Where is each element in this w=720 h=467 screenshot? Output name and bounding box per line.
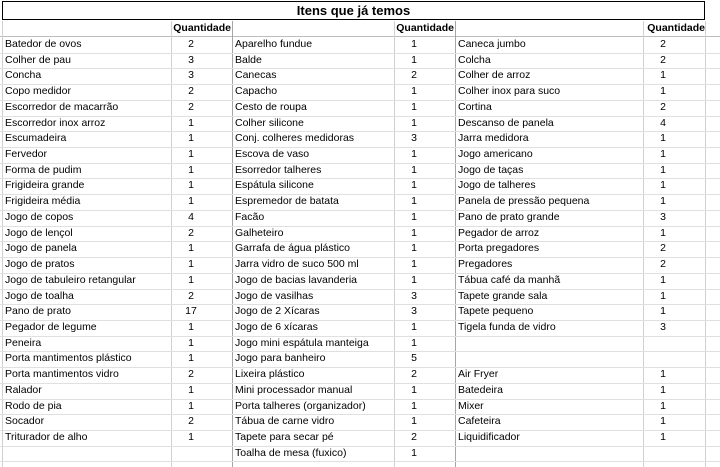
item-name-cell[interactable]: Liquidificador <box>458 430 520 443</box>
item-name-cell[interactable]: Jogo de bacias lavanderia <box>235 273 358 286</box>
item-name-cell[interactable]: Fervedor <box>5 148 48 161</box>
table-row[interactable] <box>455 100 705 116</box>
item-quantity-cell[interactable]: 2 <box>660 258 666 271</box>
item-name-cell[interactable]: Pegador de legume <box>5 320 97 333</box>
table-row[interactable] <box>455 116 705 132</box>
table-row[interactable] <box>455 289 705 305</box>
item-name-cell[interactable]: Espátula silicone <box>235 179 314 192</box>
item-quantity-cell[interactable]: 1 <box>411 226 417 239</box>
table-row[interactable] <box>2 226 232 242</box>
item-name-cell[interactable]: Tigela funda de vidro <box>458 320 556 333</box>
sheet-title[interactable]: Itens que já temos <box>2 1 705 20</box>
row-divider <box>0 194 720 195</box>
item-quantity-cell[interactable]: 1 <box>660 305 666 318</box>
item-name-cell[interactable]: Jogo de toalha <box>5 289 74 302</box>
row-divider <box>0 210 720 211</box>
item-name-cell[interactable]: Jogo de 6 xícaras <box>235 320 318 333</box>
table-row[interactable] <box>2 147 232 163</box>
item-name-cell[interactable]: Escorredor inox arroz <box>5 116 106 129</box>
item-quantity-cell[interactable]: 1 <box>411 399 417 412</box>
item-quantity-cell[interactable]: 1 <box>411 116 417 129</box>
table-row[interactable] <box>2 194 232 210</box>
table-row[interactable] <box>232 210 455 226</box>
table-row[interactable] <box>232 304 455 320</box>
item-quantity-cell[interactable]: 1 <box>411 336 417 349</box>
row-divider <box>0 289 720 290</box>
item-name-cell[interactable]: Porta talheres (organizador) <box>235 399 366 412</box>
item-name-cell[interactable]: Balde <box>235 53 262 66</box>
table-row[interactable] <box>232 383 455 399</box>
table-row[interactable] <box>2 53 232 69</box>
item-name-cell[interactable]: Jogo de pratos <box>5 258 75 271</box>
item-name-cell[interactable]: Conj. colheres medidoras <box>235 132 355 145</box>
item-quantity-cell[interactable]: 1 <box>411 163 417 176</box>
row-divider <box>0 320 720 321</box>
item-name-cell[interactable]: Jarra vidro de suco 500 ml <box>235 258 359 271</box>
item-quantity-cell[interactable]: 1 <box>411 195 417 208</box>
table-row[interactable] <box>232 430 455 446</box>
item-quantity-cell[interactable]: 1 <box>660 289 666 302</box>
item-name-cell[interactable]: Capacho <box>235 85 278 98</box>
item-quantity-cell[interactable]: 1 <box>660 195 666 208</box>
table-row[interactable] <box>232 241 455 257</box>
item-name-cell[interactable]: Pregadores <box>458 258 513 271</box>
item-quantity-cell[interactable]: 1 <box>660 132 666 145</box>
item-quantity-cell[interactable]: 1 <box>411 38 417 50</box>
item-quantity-cell[interactable]: 1 <box>660 69 666 82</box>
item-name-cell[interactable]: Jogo americano <box>458 148 533 161</box>
item-quantity-cell[interactable]: 1 <box>411 179 417 192</box>
item-name-cell[interactable]: Descanso de panela <box>458 116 554 129</box>
table-row[interactable] <box>2 320 232 336</box>
row-divider <box>0 446 720 447</box>
quantity-header-3[interactable]: Quantidade <box>647 22 705 34</box>
item-quantity-cell[interactable]: 1 <box>188 242 194 255</box>
row-divider <box>0 273 720 274</box>
item-name-cell[interactable]: Galheteiro <box>235 226 284 239</box>
item-name-cell[interactable]: Forma de pudim <box>5 163 82 176</box>
item-quantity-cell[interactable]: 1 <box>188 383 194 396</box>
item-name-cell[interactable]: Caneca jumbo <box>458 38 526 50</box>
item-name-cell[interactable]: Jogo de panela <box>5 242 77 255</box>
row-divider <box>0 226 720 227</box>
table-row[interactable] <box>455 147 705 163</box>
item-name-cell[interactable]: Colher inox para suco <box>458 85 561 98</box>
table-row[interactable] <box>2 399 232 415</box>
item-name-cell[interactable]: Triturador de alho <box>5 430 88 443</box>
item-name-cell[interactable]: Colher de arroz <box>458 69 531 82</box>
row-divider <box>0 116 720 117</box>
item-quantity-cell[interactable]: 1 <box>660 430 666 443</box>
table-row[interactable] <box>2 383 232 399</box>
row-divider <box>0 351 720 352</box>
item-quantity-cell[interactable]: 1 <box>188 352 194 365</box>
table-row[interactable] <box>232 68 455 84</box>
table-row[interactable] <box>455 367 705 383</box>
item-name-cell[interactable]: Jogo de lençol <box>5 226 73 239</box>
item-quantity-cell[interactable]: 1 <box>411 383 417 396</box>
item-name-cell[interactable]: Mixer <box>458 399 484 412</box>
row-divider <box>0 84 720 85</box>
table-row[interactable] <box>2 257 232 273</box>
row-divider <box>0 178 720 179</box>
item-quantity-cell[interactable]: 17 <box>185 305 197 318</box>
item-name-cell[interactable]: Lixeira plástico <box>235 368 305 381</box>
table-row[interactable] <box>232 226 455 242</box>
item-name-cell[interactable]: Escova de vaso <box>235 148 310 161</box>
item-name-cell[interactable]: Frigideira grande <box>5 179 85 192</box>
item-quantity-cell[interactable]: 2 <box>188 85 194 98</box>
item-name-cell[interactable]: Jogo de tabuleiro retangular <box>5 273 136 286</box>
item-name-cell[interactable]: Jogo de copos <box>5 210 74 223</box>
item-quantity-cell[interactable]: 1 <box>188 179 194 192</box>
table-row[interactable] <box>455 351 705 367</box>
item-quantity-cell[interactable]: 3 <box>411 132 417 145</box>
item-name-cell[interactable]: Cortina <box>458 100 492 113</box>
table-row[interactable] <box>455 241 705 257</box>
item-quantity-cell[interactable]: 1 <box>188 132 194 145</box>
item-name-cell[interactable]: Colcha <box>458 53 491 66</box>
table-row[interactable] <box>2 210 232 226</box>
item-name-cell[interactable]: Porta mantimentos plástico <box>5 352 132 365</box>
item-quantity-cell[interactable]: 1 <box>660 148 666 161</box>
item-quantity-cell[interactable]: 2 <box>411 368 417 381</box>
table-row[interactable] <box>455 37 705 53</box>
item-quantity-cell[interactable]: 1 <box>411 85 417 98</box>
item-name-cell[interactable]: Jogo de taças <box>458 163 524 176</box>
table-row[interactable] <box>2 351 232 367</box>
item-quantity-cell[interactable]: 2 <box>188 368 194 381</box>
row-divider <box>0 257 720 258</box>
item-quantity-cell[interactable]: 2 <box>188 38 194 50</box>
table-row[interactable] <box>232 336 455 352</box>
quantity-header-2[interactable]: Quantidade <box>396 22 454 34</box>
item-quantity-cell[interactable]: 1 <box>411 258 417 271</box>
item-name-cell[interactable]: Pegador de arroz <box>458 226 540 239</box>
table-row[interactable] <box>455 210 705 226</box>
item-quantity-cell[interactable]: 3 <box>660 210 666 223</box>
item-quantity-cell[interactable]: 2 <box>411 69 417 82</box>
table-row[interactable] <box>2 273 232 289</box>
item-name-cell[interactable]: Ralador <box>5 383 42 396</box>
item-quantity-cell[interactable]: 3 <box>188 69 194 82</box>
item-quantity-cell[interactable]: 1 <box>188 320 194 333</box>
item-quantity-cell[interactable]: 1 <box>188 163 194 176</box>
table-row[interactable] <box>232 131 455 147</box>
item-name-cell[interactable]: Pano de prato <box>5 305 71 318</box>
item-quantity-cell[interactable]: 1 <box>188 430 194 443</box>
item-name-cell[interactable]: Escorredor de macarrão <box>5 100 119 113</box>
item-name-cell[interactable]: Jogo de talheres <box>458 179 536 192</box>
table-row[interactable] <box>455 257 705 273</box>
table-row[interactable] <box>455 399 705 415</box>
item-name-cell[interactable]: Peneira <box>5 336 42 349</box>
item-name-cell[interactable]: Facão <box>235 210 265 223</box>
table-row[interactable] <box>2 84 232 100</box>
row-divider <box>0 163 720 164</box>
item-name-cell[interactable]: Colher silicone <box>235 116 304 129</box>
item-quantity-cell[interactable]: 1 <box>188 399 194 412</box>
item-name-cell[interactable]: Tapete grande sala <box>458 289 548 302</box>
row-divider <box>0 68 720 69</box>
item-quantity-cell[interactable]: 1 <box>660 273 666 286</box>
item-name-cell[interactable]: Jarra medidora <box>458 132 529 145</box>
item-name-cell[interactable]: Tapete pequeno <box>458 305 534 318</box>
item-name-cell[interactable]: Rodo de pia <box>5 399 62 412</box>
row-divider <box>0 399 720 400</box>
item-quantity-cell[interactable]: 4 <box>660 116 666 129</box>
item-name-cell[interactable]: Frigideira média <box>5 195 81 208</box>
item-quantity-cell[interactable]: 2 <box>660 38 666 50</box>
table-row[interactable] <box>232 84 455 100</box>
item-quantity-cell[interactable]: 2 <box>660 100 666 113</box>
item-quantity-cell[interactable]: 1 <box>660 415 666 428</box>
item-quantity-cell[interactable]: 1 <box>411 53 417 66</box>
table-row[interactable] <box>455 273 705 289</box>
item-name-cell[interactable]: Jogo mini espátula manteiga <box>235 336 369 349</box>
item-name-cell[interactable]: Colher de pau <box>5 53 71 66</box>
table-row[interactable] <box>455 53 705 69</box>
table-row[interactable] <box>455 320 705 336</box>
row-divider <box>0 414 720 415</box>
item-quantity-cell[interactable]: 2 <box>188 100 194 113</box>
row-divider <box>0 131 720 132</box>
table-row[interactable] <box>455 383 705 399</box>
item-quantity-cell[interactable]: 1 <box>660 163 666 176</box>
table-row[interactable] <box>2 241 232 257</box>
item-quantity-cell[interactable]: 1 <box>188 273 194 286</box>
item-name-cell[interactable]: Porta mantimentos vidro <box>5 368 119 381</box>
table-row[interactable] <box>232 414 455 430</box>
table-row[interactable] <box>232 194 455 210</box>
item-name-cell[interactable]: Air Fryer <box>458 368 499 381</box>
item-name-cell[interactable]: Jogo de 2 Xícaras <box>235 305 320 318</box>
table-row[interactable] <box>455 446 705 462</box>
table-row[interactable] <box>455 84 705 100</box>
table-row[interactable] <box>455 163 705 179</box>
item-quantity-cell[interactable]: 2 <box>188 226 194 239</box>
table-row[interactable] <box>232 257 455 273</box>
item-quantity-cell[interactable]: 1 <box>411 446 417 459</box>
item-name-cell[interactable]: Jogo para banheiro <box>235 352 326 365</box>
item-name-cell[interactable]: Panela de pressão pequena <box>458 195 590 208</box>
item-name-cell[interactable]: Canecas <box>235 69 277 82</box>
row-divider <box>0 100 720 101</box>
item-name-cell[interactable]: Socador <box>5 415 45 428</box>
table-row[interactable] <box>455 414 705 430</box>
item-quantity-cell[interactable]: 1 <box>188 336 194 349</box>
table-row[interactable] <box>232 446 455 462</box>
row-divider <box>0 461 720 462</box>
table-row[interactable] <box>232 53 455 69</box>
item-quantity-cell[interactable]: 1 <box>660 179 666 192</box>
row-divider <box>0 430 720 431</box>
item-quantity-cell[interactable]: 1 <box>660 85 666 98</box>
table-row[interactable] <box>455 430 705 446</box>
table-row[interactable] <box>2 430 232 446</box>
row-divider <box>0 367 720 368</box>
item-quantity-cell[interactable]: 1 <box>411 242 417 255</box>
item-quantity-cell[interactable]: 2 <box>188 289 194 302</box>
table-row[interactable] <box>232 320 455 336</box>
table-row[interactable] <box>2 304 232 320</box>
table-row[interactable] <box>2 414 232 430</box>
item-quantity-cell[interactable]: 3 <box>660 320 666 333</box>
item-quantity-cell[interactable]: 1 <box>411 210 417 223</box>
item-quantity-cell[interactable]: 1 <box>411 320 417 333</box>
item-quantity-cell[interactable]: 1 <box>660 226 666 239</box>
item-name-cell[interactable]: Cesto de roupa <box>235 100 307 113</box>
table-row[interactable] <box>232 163 455 179</box>
item-quantity-cell[interactable]: 2 <box>660 53 666 66</box>
table-row[interactable] <box>2 289 232 305</box>
item-quantity-cell[interactable]: 1 <box>660 383 666 396</box>
table-row[interactable] <box>2 68 232 84</box>
item-name-cell[interactable]: Aparelho fundue <box>235 38 313 50</box>
item-name-cell[interactable]: Espremedor de batata <box>235 195 339 208</box>
item-quantity-cell[interactable]: 3 <box>188 53 194 66</box>
item-quantity-cell[interactable]: 1 <box>411 100 417 113</box>
table-row[interactable] <box>232 351 455 367</box>
item-name-cell[interactable]: Tapete para secar pé <box>235 430 334 443</box>
item-name-cell[interactable]: Pano de prato grande <box>458 210 560 223</box>
table-row[interactable] <box>232 147 455 163</box>
item-name-cell[interactable]: Copo medidor <box>5 85 71 98</box>
table-row[interactable] <box>2 163 232 179</box>
table-row[interactable] <box>455 226 705 242</box>
row-divider <box>0 304 720 305</box>
item-name-cell[interactable]: Porta pregadores <box>458 242 540 255</box>
row-divider <box>0 383 720 384</box>
item-name-cell[interactable]: Tábua de carne vidro <box>235 415 335 428</box>
table-row[interactable] <box>2 336 232 352</box>
grid-line <box>705 21 706 467</box>
item-quantity-cell[interactable]: 1 <box>411 415 417 428</box>
row-divider <box>0 241 720 242</box>
item-quantity-cell[interactable]: 1 <box>411 148 417 161</box>
table-row[interactable] <box>455 68 705 84</box>
table-row[interactable] <box>2 367 232 383</box>
row-divider <box>0 53 720 54</box>
item-quantity-cell[interactable]: 3 <box>411 289 417 302</box>
table-row[interactable] <box>455 178 705 194</box>
item-name-cell[interactable]: Garrafa de água plástico <box>235 242 350 255</box>
item-quantity-cell[interactable]: 1 <box>660 399 666 412</box>
table-row[interactable] <box>2 100 232 116</box>
item-quantity-cell[interactable]: 2 <box>188 415 194 428</box>
table-row[interactable] <box>2 131 232 147</box>
table-row[interactable] <box>232 37 455 53</box>
table-row[interactable] <box>455 131 705 147</box>
item-quantity-cell[interactable]: 2 <box>411 430 417 443</box>
table-row[interactable] <box>455 304 705 320</box>
item-quantity-cell[interactable]: 1 <box>660 368 666 381</box>
table-row[interactable] <box>455 336 705 352</box>
item-name-cell[interactable]: Concha <box>5 69 42 82</box>
item-name-cell[interactable]: Toalha de mesa (fuxico) <box>235 446 347 459</box>
table-row[interactable] <box>232 273 455 289</box>
item-name-cell[interactable]: Batedeira <box>458 383 503 396</box>
row-divider <box>0 336 720 337</box>
item-name-cell[interactable]: Escumadeira <box>5 132 67 145</box>
table-row[interactable] <box>232 289 455 305</box>
table-row[interactable] <box>232 100 455 116</box>
item-quantity-cell[interactable]: 5 <box>411 352 417 365</box>
table-row[interactable] <box>455 194 705 210</box>
item-name-cell[interactable]: Mini processador manual <box>235 383 353 396</box>
item-quantity-cell[interactable]: 1 <box>188 258 194 271</box>
item-name-cell[interactable]: Esorredor talheres <box>235 163 322 176</box>
table-row[interactable] <box>232 367 455 383</box>
table-row[interactable] <box>232 178 455 194</box>
item-name-cell[interactable]: Tábua café da manhã <box>458 273 561 286</box>
item-quantity-cell[interactable]: 1 <box>188 195 194 208</box>
item-name-cell[interactable]: Jogo de vasilhas <box>235 289 314 302</box>
table-row[interactable] <box>2 178 232 194</box>
table-row[interactable] <box>2 446 232 462</box>
item-quantity-cell[interactable]: 1 <box>188 148 194 161</box>
row-divider <box>0 147 720 148</box>
item-quantity-cell[interactable]: 1 <box>188 116 194 129</box>
item-name-cell[interactable]: Batedor de ovos <box>5 38 82 50</box>
table-row[interactable] <box>232 399 455 415</box>
item-quantity-cell[interactable]: 4 <box>188 210 194 223</box>
item-quantity-cell[interactable]: 1 <box>411 273 417 286</box>
quantity-header-1[interactable]: Quantidade <box>173 22 231 34</box>
table-row[interactable] <box>232 116 455 132</box>
item-name-cell[interactable]: Cafeteira <box>458 415 501 428</box>
item-quantity-cell[interactable]: 2 <box>660 242 666 255</box>
table-row[interactable] <box>2 37 232 53</box>
item-quantity-cell[interactable]: 3 <box>411 305 417 318</box>
table-row[interactable] <box>2 116 232 132</box>
